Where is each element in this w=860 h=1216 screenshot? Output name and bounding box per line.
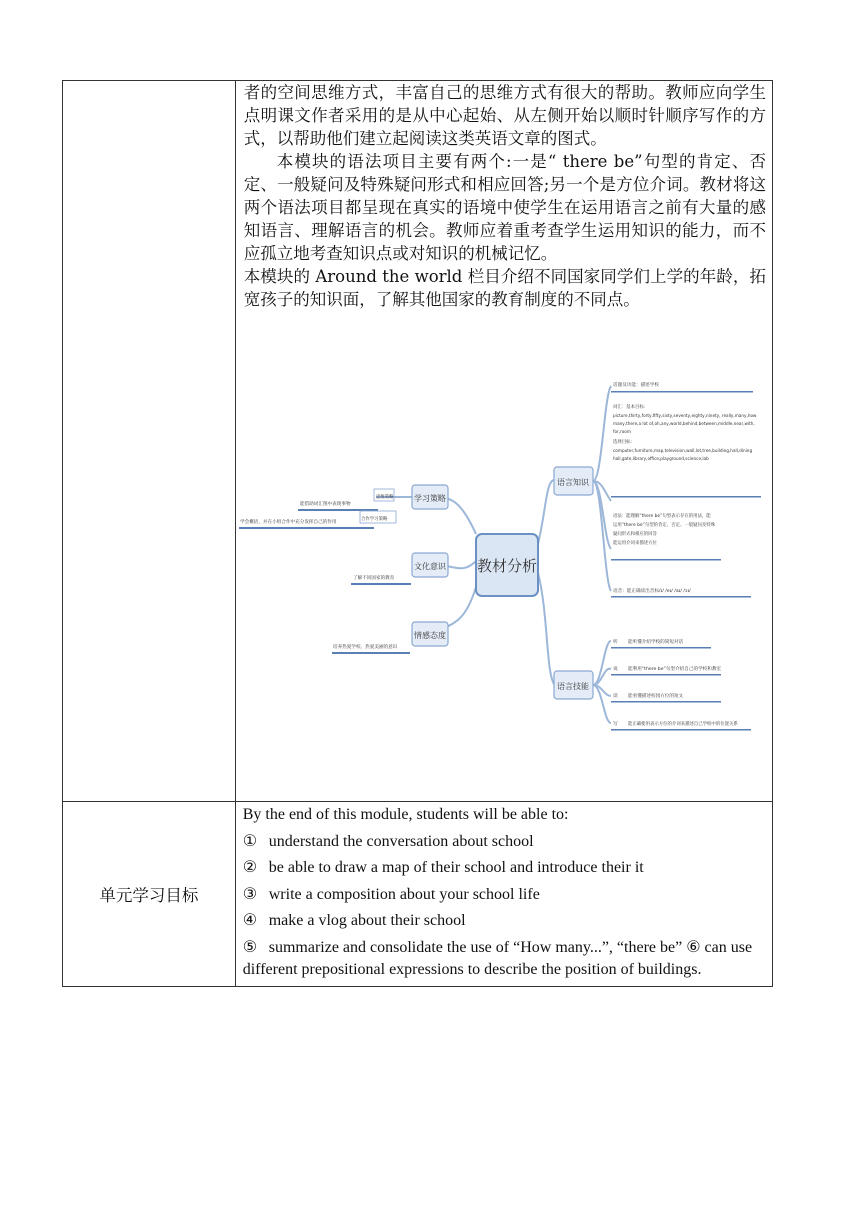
mind-map-leaf: 了解不同国家的教育 (352, 576, 395, 581)
mind-map-leaf: 思维策略 (375, 495, 394, 500)
mind-map-leaf: many,there,a lot of,oh,any,world,behind,between,middle,near,with, (612, 421, 755, 426)
mind-map-leaf: 能运用介词来描述方位 (612, 541, 657, 546)
goal-text: make a vlog about their school (268, 912, 466, 929)
mind-map-left-node-2: 文化意识 (413, 562, 446, 571)
mind-map-center: 教材分析 (476, 557, 537, 575)
goal-item (236, 831, 772, 858)
analysis-paragraph-1: 者的空间思维方式，丰富自己的思维方式有很大的帮助。教师应向学生点明课文作者采用的是从中心起始、从左侧开始以顺时针顺序写作的方式，以帮助他们建立起阅读这类英语文章的图式。 (243, 83, 766, 148)
textbook-analysis-row (63, 81, 773, 802)
mind-map-left-node-1: 学习策略 (413, 494, 446, 503)
goal-number: ④ (242, 912, 258, 929)
mind-map-leaf: 能利用“there be”句型介绍自己的学校和教室 (627, 667, 721, 672)
goal-item (236, 884, 772, 911)
mind-map-right-node-1: 语言知识 (556, 478, 589, 487)
mind-map-leaf: for,room (612, 429, 631, 434)
goal-number: ③ (242, 885, 258, 903)
analysis-paragraph-3: 本模块的 Around the world 栏目介绍不同国家同学们上学的年龄，拓宽孩子的知识面，了解其他国家的教育制度的不同点。 (243, 267, 766, 309)
mind-map-leaf: computer,furniture,map,television,wall,lot,tree,building,hall,dining (612, 448, 752, 453)
mind-map-leaf: 能听懂介绍学校的简短对话 (627, 640, 683, 645)
goal-text: summarize and consolidate the use of “How many...”, “there be” ⑥ can use different prepositional expressions to describe the position of buildings. (242, 938, 753, 978)
mind-map-leaf: 话题及功能：描述学校 (612, 383, 659, 388)
lesson-plan-table (62, 80, 773, 987)
mind-map-leaf: picture,thirty,forty,fifty,sixty,seventy,eighty,ninety, really,many,how (612, 413, 757, 418)
mind-map-leaf: 读 (612, 694, 618, 699)
mind-map-leaf: 培养热爱学校、热爱美丽的意识 (332, 645, 398, 650)
unit-goals-row (63, 802, 773, 987)
goal-item (236, 910, 772, 937)
mind-map-leaf: 能看懂描述校园方位的短文 (627, 694, 683, 699)
goal-number: ⑤ (242, 938, 258, 956)
goal-text: understand the conversation about school (268, 832, 534, 850)
mind-map-leaf: 能借助词汇图中表现事物 (299, 502, 351, 507)
mind-map-leaf: 说 (612, 667, 618, 672)
goal-item (236, 937, 772, 986)
analysis-paragraph-2: 本模块的语法项目主要有两个:一是“ there be”句型的肯定、否定、一般疑问及特殊疑问形式和相应回答;另一个是方位介词。教材将这两个语法项目都呈现在真实的语境中使学生在运用语言之前有大量的感知语言、理解语言的机会。教师应着重考查学生运用知识的能力，而不应孤立地考查知识点或对知识的机械记忆。 (243, 152, 766, 263)
mind-map-leaf: 词汇：基本目标： (612, 405, 648, 410)
mind-map (236, 351, 772, 801)
mind-map-left-node-3: 情感态度 (413, 631, 446, 640)
mind-map-leaf: 写 (612, 722, 618, 727)
goal-text: write a composition about your school life (268, 885, 540, 903)
mind-map-leaf: 能正确使用表示方位的介词来描述自己学校中的位置关系 (627, 722, 738, 727)
goal-text: be able to draw a map of their school and introduce their it (268, 859, 644, 876)
unit-goals-label: 单元学习目标 (63, 802, 236, 987)
mind-map-leaf: 疑问形式和相应的回答 (612, 532, 657, 537)
row-label-empty (63, 81, 236, 802)
mind-map-leaf: 选择目标： (612, 440, 635, 445)
mind-map-leaf: 听 (612, 640, 618, 645)
goal-item (236, 857, 772, 884)
mind-map-leaf: 运用“there be”句型的肯定、否定、一般疑问及特殊 (612, 523, 715, 528)
mind-map-right-node-2: 语言技能 (556, 682, 589, 691)
goal-number: ② (242, 859, 258, 876)
mind-map-leaf: 学会概括，并在小组合作中充分发挥自己的作用 (239, 520, 337, 525)
unit-goals-cell (235, 802, 772, 987)
mind-map-leaf: 合作学习策略 (360, 517, 388, 522)
mind-map-svg (236, 351, 773, 801)
mind-map-leaf: 语音：能正确读出音标/ɪ/ /eɪ/ /aɪ/ /ɔɪ/ (612, 589, 691, 594)
goals-intro: By the end of this module, students will be able to: (242, 806, 569, 823)
mind-map-leaf: hall,gate,library,office,playground,science,lab (612, 456, 709, 461)
textbook-analysis-cell (235, 81, 772, 802)
goal-number: ① (242, 832, 258, 850)
mind-map-leaf: 语法：能理解“there be”句型表示存在的用法，能 (612, 514, 711, 519)
